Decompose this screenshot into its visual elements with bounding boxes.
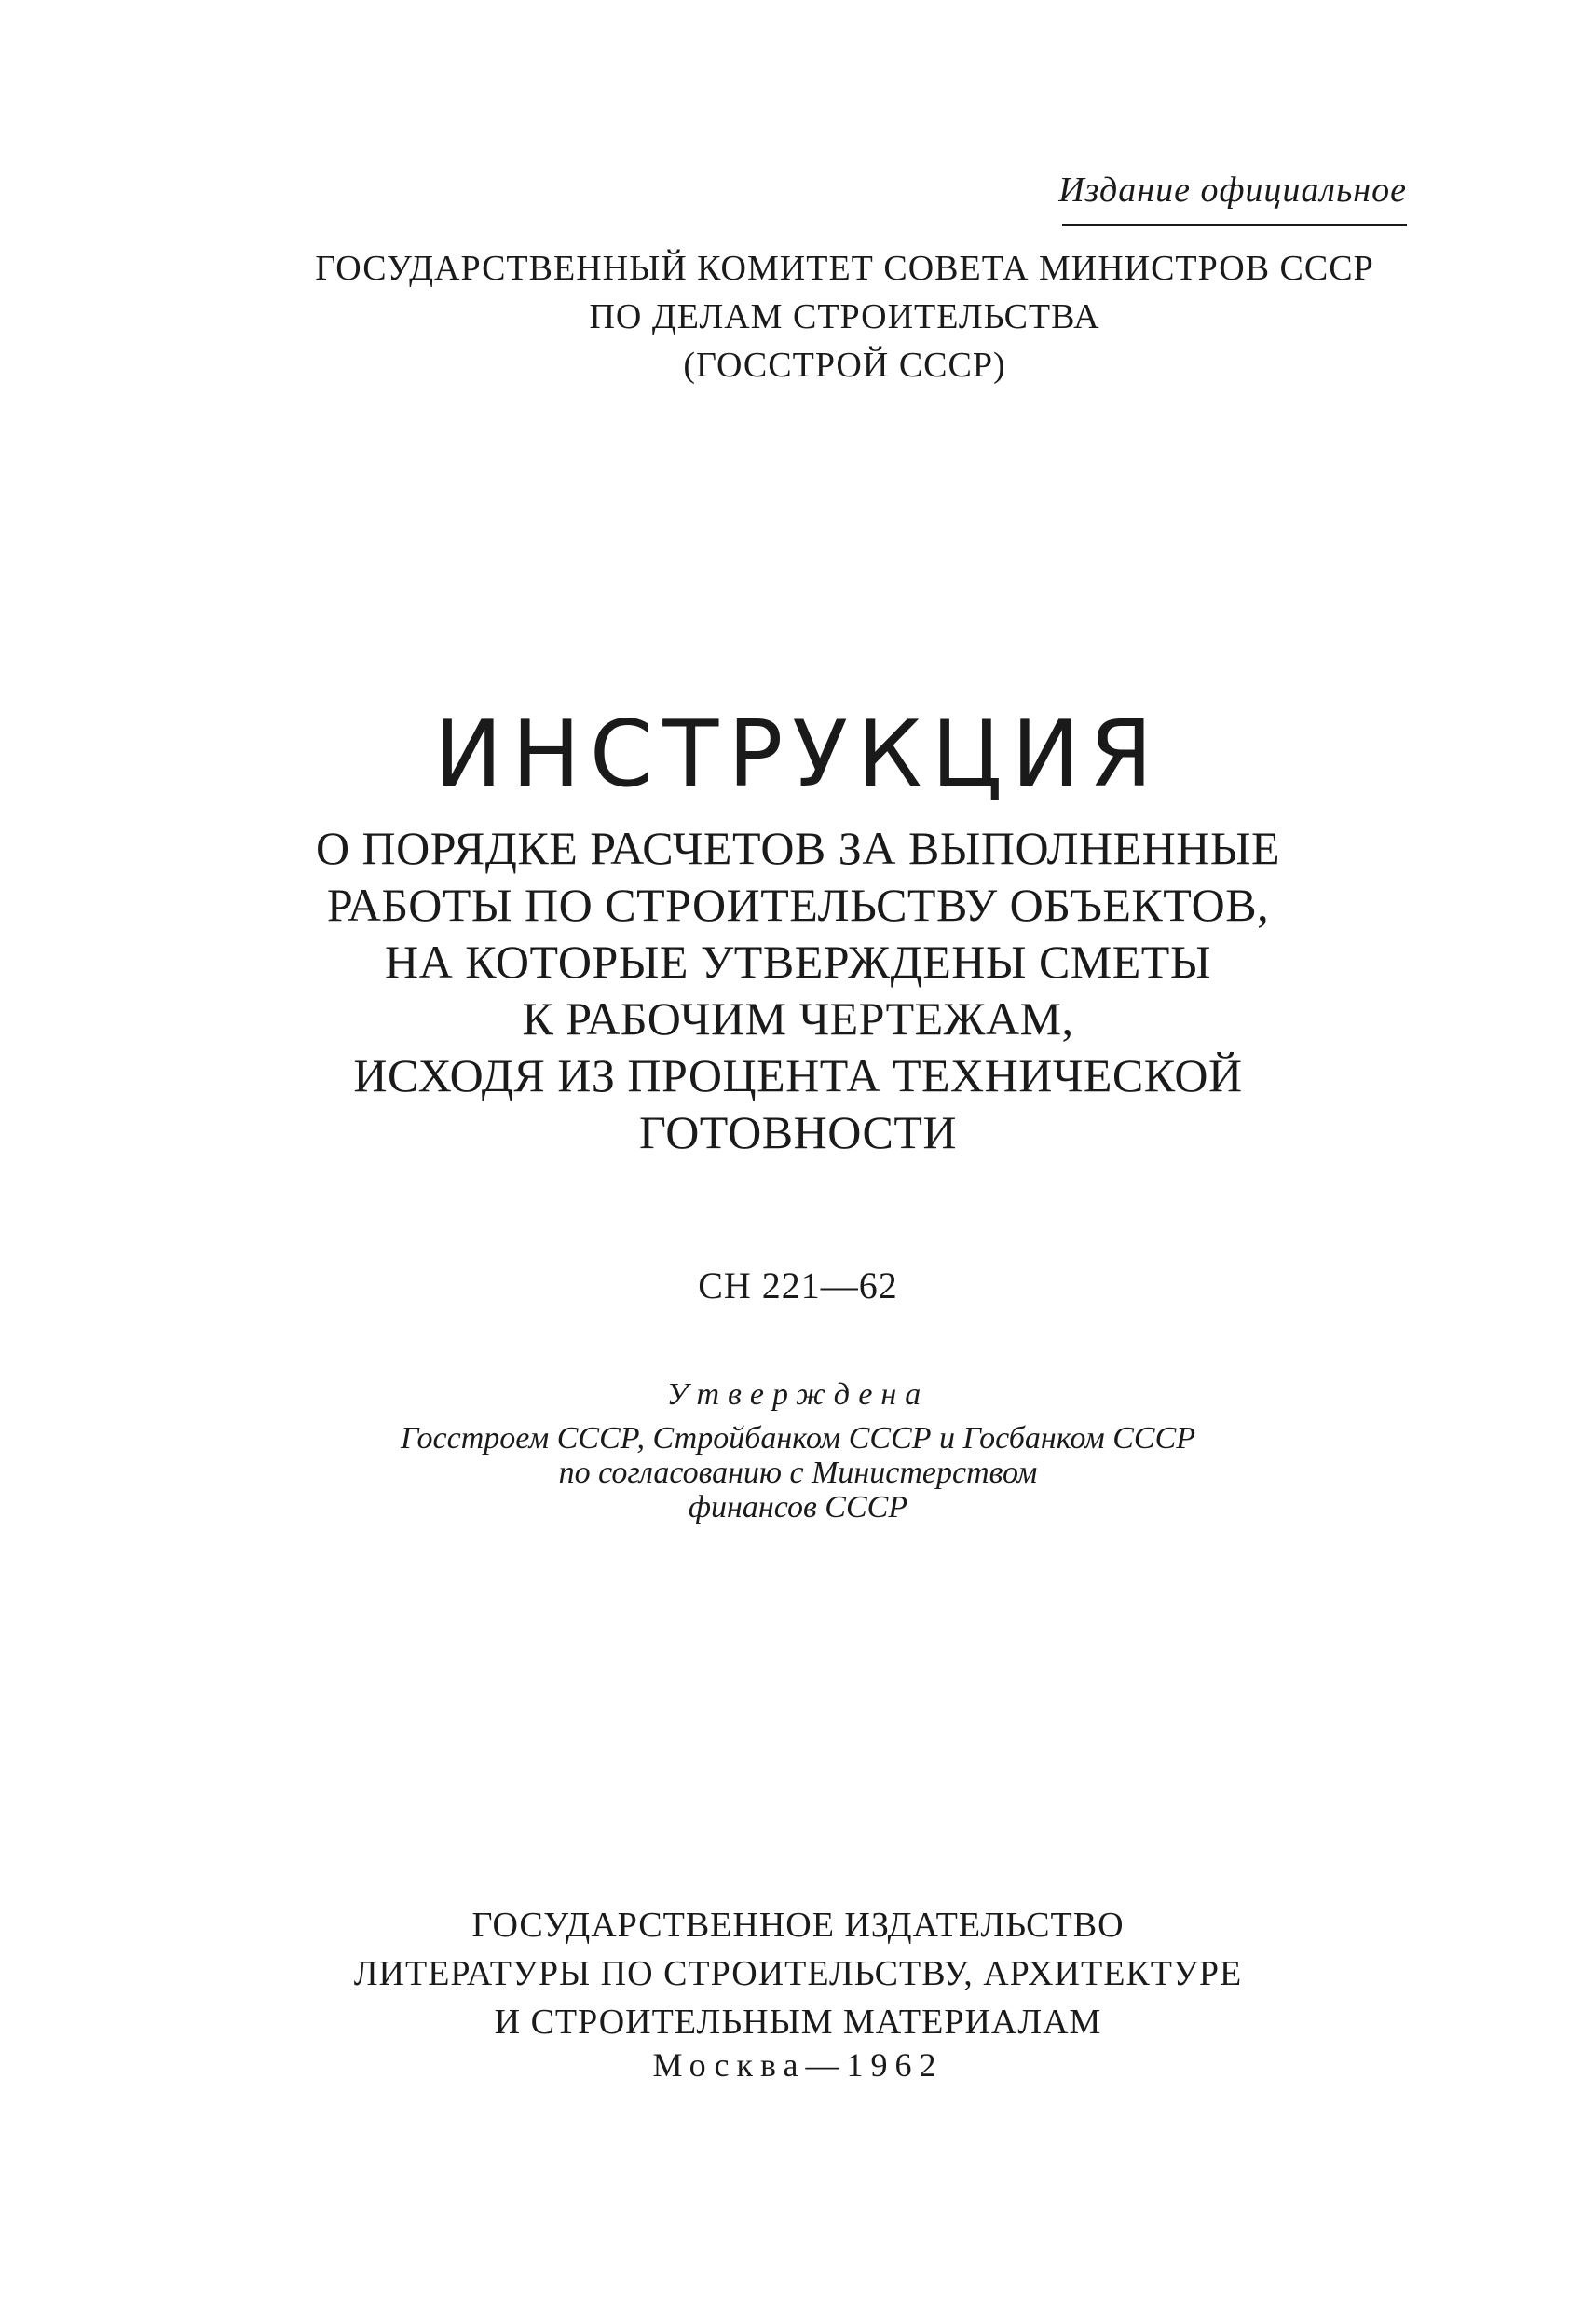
publisher-line-3: И СТРОИТЕЛЬНЫМ МАТЕРИАЛАМ [494, 2003, 1102, 2042]
committee-line-1: ГОСУДАРСТВЕННЫЙ КОМИТЕТ СОВЕТА МИНИСТРОВ СССР [315, 249, 1374, 288]
approval-line-2: по согласованию с Министерством [558, 1456, 1038, 1490]
publisher-line-2: ЛИТЕРАТУРЫ ПО СТРОИТЕЛЬСТВУ, АРХИТЕКТУРЕ [353, 1954, 1243, 1993]
edition-note [1053, 168, 1407, 212]
publisher-line-1: ГОСУДАРСТВЕННОЕ ИЗДАТЕЛЬСТВО [471, 1906, 1125, 1945]
subtitle-line-2: РАБОТЫ ПО СТРОИТЕЛЬСТВУ ОБЪЕКТОВ, [326, 879, 1270, 931]
approval-line-3: финансов СССР [688, 1490, 908, 1525]
city-year: Москва—1962 [652, 2046, 944, 2084]
document-code: СН 221—62 [698, 1265, 898, 1306]
committee-line-2: ПО ДЕЛАМ СТРОИТЕЛЬСТВА [589, 297, 1100, 336]
subtitle-line-3: НА КОТОРЫЕ УТВЕРЖДЕНЫ СМЕТЫ [385, 936, 1211, 988]
subtitle-line-1: О ПОРЯДКЕ РАСЧЕТОВ ЗА ВЫПОЛНЕННЫЕ [315, 822, 1281, 874]
approval-line-1: Госстроем СССР, Стройбанком СССР и Госбанком СССР [400, 1421, 1196, 1456]
edition-text: Издание официальное [1058, 171, 1407, 210]
document-subtitle [0, 820, 1596, 1161]
subtitle-line-6: ГОТОВНОСТИ [639, 1106, 957, 1158]
subtitle-line-4: К РАБОЧИМ ЧЕРТЕЖАМ, [522, 992, 1074, 1045]
publisher [0, 1901, 1596, 2046]
committee-header [47, 244, 1596, 390]
approved-label: Утверждена [666, 1377, 930, 1412]
edition-underline [1062, 224, 1407, 226]
subtitle-line-5: ИСХОДЯ ИЗ ПРОЦЕНТА ТЕХНИЧЕСКОЙ [353, 1049, 1243, 1101]
document-title: ИНСТРУКЦИЯ [433, 702, 1163, 808]
committee-line-3: (ГОССТРОЙ СССР) [683, 346, 1006, 385]
approval-text [0, 1421, 1596, 1525]
